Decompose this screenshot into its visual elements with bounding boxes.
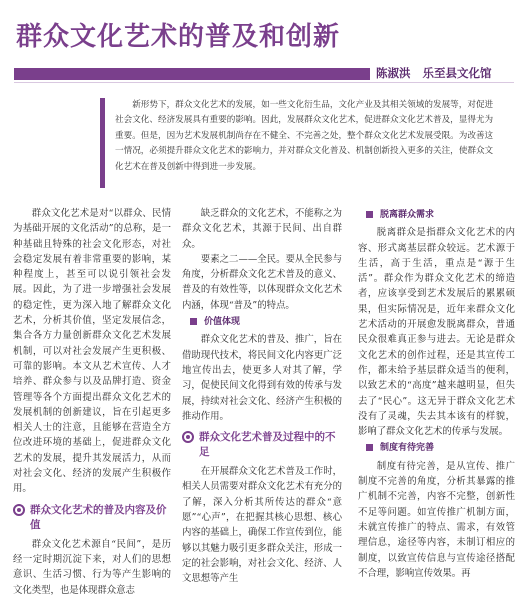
header-divider <box>14 82 514 83</box>
column-3 <box>358 206 515 585</box>
subsection-heading-text: 价值体现 <box>204 317 241 328</box>
paragraph: 缺乏群众的文化艺术，不能称之为群众文化艺术，其源于民间、出自群众。 <box>182 208 342 250</box>
paragraph: 群众文化艺术源自“民间”，是历经一定时期沉淀下来，对人们的思想意识、生活习惯、行为等产生影响的文化类型，也是体现群众意志 <box>13 538 171 596</box>
author-name: 陈淑洪 <box>376 66 411 80</box>
column-1 <box>13 206 171 596</box>
paragraph: 制度有待完善，是从宣传、推广制度不完善的角度，分析其暴露的推广机制不完善，内容不完整，创新性不足等问题。如宣传推广机制方面，未就宣传推广的特点、需求，有效管理信息，途径等内容，未制订相应的制度，以致宣传信息与宣传途径搭配不合理，影响宣传效果。再 <box>358 460 515 579</box>
subsection-heading <box>358 208 515 223</box>
paragraph: 群众文化艺术的普及、推广，旨在借助现代技术，将民间文化内容更广泛地宣传出去，使更多人对其了解，学习，促使民间文化得到有效的传承与发展，持续对社会文化、经济产生积极的推动作用。 <box>182 334 342 422</box>
author-affiliation: 乐至县文化馆 <box>422 66 492 80</box>
column-2 <box>182 206 342 585</box>
square-bullet-icon <box>190 318 197 325</box>
subsection-heading-text: 脱离群众需求 <box>380 210 435 220</box>
section-heading-text: 群众文化艺术的普及内容及价值 <box>30 503 167 531</box>
subsection-heading <box>182 315 342 330</box>
byline <box>376 65 492 81</box>
title-underline-bar <box>14 68 370 80</box>
section-bullet-icon <box>182 431 194 443</box>
paragraph: 要素之二——全民。要从全民参与角度，分析群众文化艺术普及的意义、普及的有效性等，以体现群众文化艺术内涵，体现“普及”的特点。 <box>182 253 342 311</box>
paragraph: 脱离群众是指群众文化艺术的内容、形式离基层群众较远。艺术源于生活，高于生活，重点是“源于生活”。群众作为群众文化艺术的缔造者，应该享受到艺术发展后的累累硕果，但实际情况是，近年来群众文化艺术活动的开展愈发脱离群众，普通民众很难真正参与进去。无论是群众文化艺术的创作过程，还是其宣传工作，都未给予基层群众适当的便利，以致艺术的“高度”越来越明显，但失去了“民心”。这无异于群众文化艺术没有了灵魂，失去其本该有的样貌，影响了群众文化艺术的传承与发展。 <box>358 227 515 438</box>
paragraph: 群众文化艺术是对“以群众、民情为基础开展的文化活动”的总称，是一种基础且特殊的社会文化形态，对社会稳定发展有着非常重要的影响，某种程度上，甚至可以说引领社会发展。因此，为了进一步增强社会发展的稳定性，更为深入地了解群众文化艺术，分析其价值，坚定发展信念，集合各方力量创新群众文化艺术发展机制，可以对社会发展产生更积极、可靠的影响。本文从艺术宣传、人才培养、群众参与以及品牌打造、资金管理等各个方面提出群众文化艺术的发展机制的创新建议，旨在引起更多相关人士的注意，且能够在营造全方位改进环境的基础上，促进群众文化艺术的发展，提升其发展活力，从而对社会文化、经济的发展产生积极作用。 <box>13 208 171 495</box>
paragraph: 在开展群众文化艺术普及工作时，相关人员需要对群众文化艺术有充分的了解，深入分析其所传达的群众“意愿”“心声”，在把握其核心思想、核心内容的基础上，确保工作宣传到位，能够以其魅力吸引更多群众关注，形成一定的社会影响，对社会文化、经济、人文思想等产生 <box>182 466 342 585</box>
section-heading <box>182 430 342 460</box>
subsection-heading <box>358 441 515 456</box>
abstract: 新形势下，群众文化艺术的发展，如一些文化衍生品，文化产业及其相关领域的发展等，对促进社会文化、经济发展具有重要的影响。因此，发展群众文化艺术，促进群众文化艺术普及，显得尤为重要。但是，因为艺术发展机制尚存在不健全、不完善之处，整个群众文化艺术发展受限。为改善这一情况，必须提升群众文化艺术的影响力，并对群众文化普及、机制创新投入更多的关注，使群众文化艺术在普及创新中得到进一步发展。 <box>100 98 500 188</box>
section-heading-text: 群众文化艺术普及过程中的不足 <box>199 431 336 459</box>
subsection-heading-text: 制度有待完善 <box>380 443 435 454</box>
square-bullet-icon <box>366 444 373 451</box>
article-title: 群众文化艺术的普及和创新 <box>16 22 341 52</box>
section-heading <box>13 503 171 533</box>
section-bullet-icon <box>13 504 25 516</box>
square-bullet-icon <box>366 211 373 218</box>
